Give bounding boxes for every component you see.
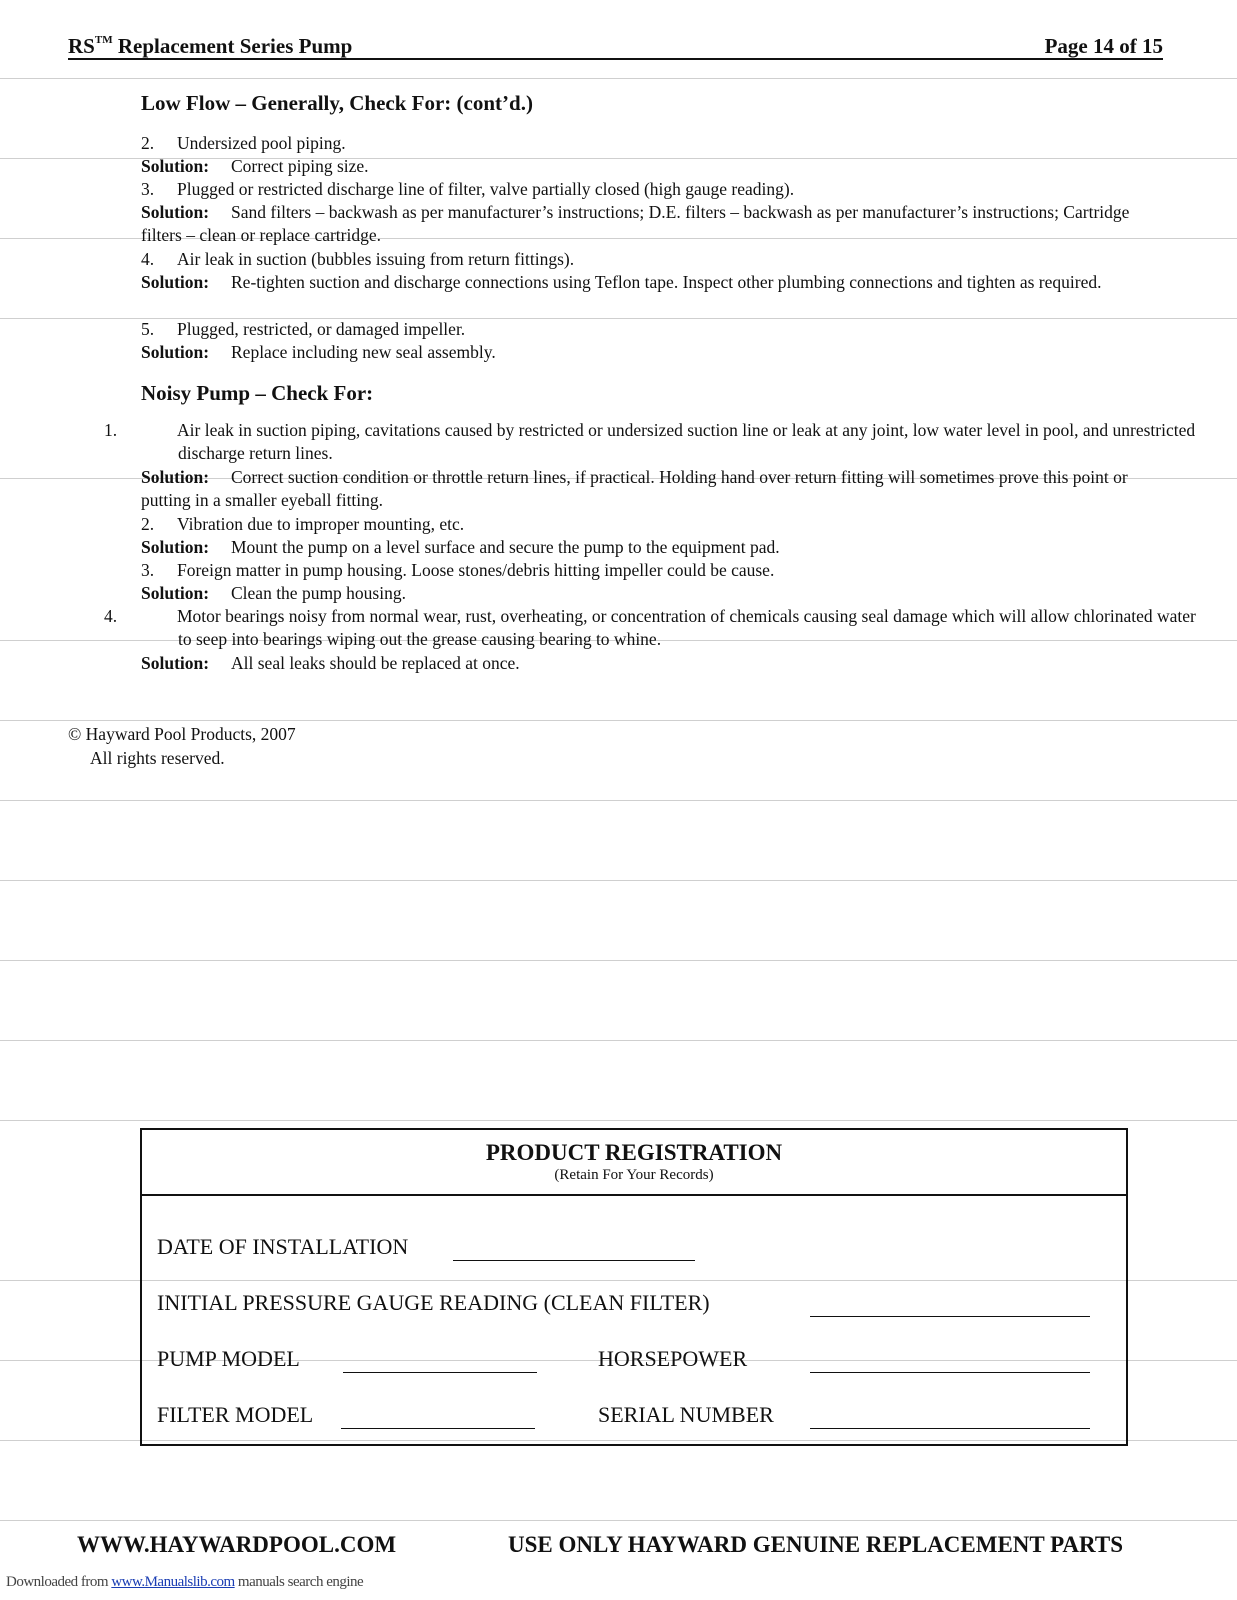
solution: Solution: Clean the pump housing.: [141, 583, 406, 603]
copyright-line: © Hayward Pool Products, 2007: [68, 724, 296, 744]
solution: Solution: Correct suction condition or throttle return lines, if practical. Holding hand over return fitting will sometimes prove this point or putting in a smaller eyeball fitting.: [141, 467, 1128, 510]
pump-model-label: PUMP MODEL: [157, 1346, 300, 1371]
serial-number-label: SERIAL NUMBER: [598, 1402, 774, 1427]
registration-subtitle: (Retain For Your Records): [554, 1167, 714, 1183]
horsepower-field[interactable]: [810, 1372, 1090, 1373]
list-item: 2. Vibration due to improper mounting, etc.: [141, 514, 465, 534]
horsepower-label: HORSEPOWER: [598, 1346, 748, 1371]
scan-rule: [0, 1120, 1237, 1121]
document-title: RS™ Replacement Series Pump: [68, 34, 353, 58]
low-flow-heading: Low Flow – Generally, Check For: (cont’d.): [141, 91, 533, 115]
list-item: 1. Air leak in suction piping, cavitations caused by restricted or undersized suction line or leak at any joint, low water level in pool, and unrestricted discharge return lines.: [104, 420, 1196, 463]
solution: Solution: Replace including new seal assembly.: [141, 342, 496, 362]
scan-rule: [0, 960, 1237, 961]
list-item: 4. Motor bearings noisy from normal wear, rust, overheating, or concentration of chemicals causing seal damage which will allow chlorinated water to seep into bearings wiping out the grease causing bearing to whine.: [104, 606, 1196, 649]
manualslib-link[interactable]: www.Manualslib.com: [111, 1574, 235, 1590]
scan-rule: [0, 880, 1237, 881]
pressure-gauge-field[interactable]: [810, 1316, 1090, 1317]
website-link[interactable]: WWW.HAYWARDPOOL.COM: [77, 1532, 397, 1557]
date-of-installation-field[interactable]: [453, 1260, 695, 1261]
list-item: 3. Foreign matter in pump housing. Loose stones/debris hitting impeller could be cause.: [141, 560, 775, 580]
pressure-gauge-label: INITIAL PRESSURE GAUGE READING (CLEAN FILTER): [157, 1290, 710, 1315]
filter-model-label: FILTER MODEL: [157, 1402, 314, 1427]
pump-model-field[interactable]: [343, 1372, 537, 1373]
solution: Solution: Correct piping size.: [141, 156, 369, 176]
list-item: 4. Air leak in suction (bubbles issuing from return fittings).: [141, 249, 575, 269]
list-item: 3. Plugged or restricted discharge line of filter, valve partially closed (high gauge reading).: [141, 179, 795, 199]
date-of-installation-label: DATE OF INSTALLATION: [157, 1234, 409, 1259]
genuine-parts-notice: USE ONLY HAYWARD GENUINE REPLACEMENT PARTS: [508, 1532, 1123, 1557]
solution: Solution: All seal leaks should be replaced at once.: [141, 653, 520, 673]
noisy-pump-heading: Noisy Pump – Check For:: [141, 381, 374, 405]
copyright: [68, 722, 296, 770]
scan-rule: [0, 800, 1237, 801]
solution: Solution: Mount the pump on a level surface and secure the pump to the equipment pad.: [141, 537, 780, 557]
list-item: 2. Undersized pool piping.: [141, 133, 346, 153]
scan-rule: [0, 720, 1237, 721]
product-registration-box: [140, 1128, 1128, 1446]
solution: Solution: Re-tighten suction and discharge connections using Teflon tape. Inspect other plumbing connections and tighten as required.: [141, 272, 1102, 292]
header-underline: [68, 58, 1163, 60]
registration-title: PRODUCT REGISTRATION: [485, 1140, 783, 1165]
list-item: 5. Plugged, restricted, or damaged impeller.: [141, 319, 466, 339]
download-notice: Downloaded from www.Manualslib.com manuals search engine: [6, 1574, 364, 1590]
scan-rule: [0, 78, 1237, 79]
page-number: Page 14 of 15: [1044, 34, 1163, 58]
scan-rule: [0, 1040, 1237, 1041]
serial-number-field[interactable]: [810, 1428, 1090, 1429]
solution: Solution: Sand filters – backwash as per manufacturer’s instructions; D.E. filters – backwash as per manufacturer’s instructions; Cartridge filters – clean or replace cartridge.: [141, 202, 1130, 245]
scan-rule: [0, 1520, 1237, 1521]
rights-line: All rights reserved.: [90, 748, 225, 768]
registration-header: [142, 1130, 1126, 1196]
filter-model-field[interactable]: [341, 1428, 535, 1429]
